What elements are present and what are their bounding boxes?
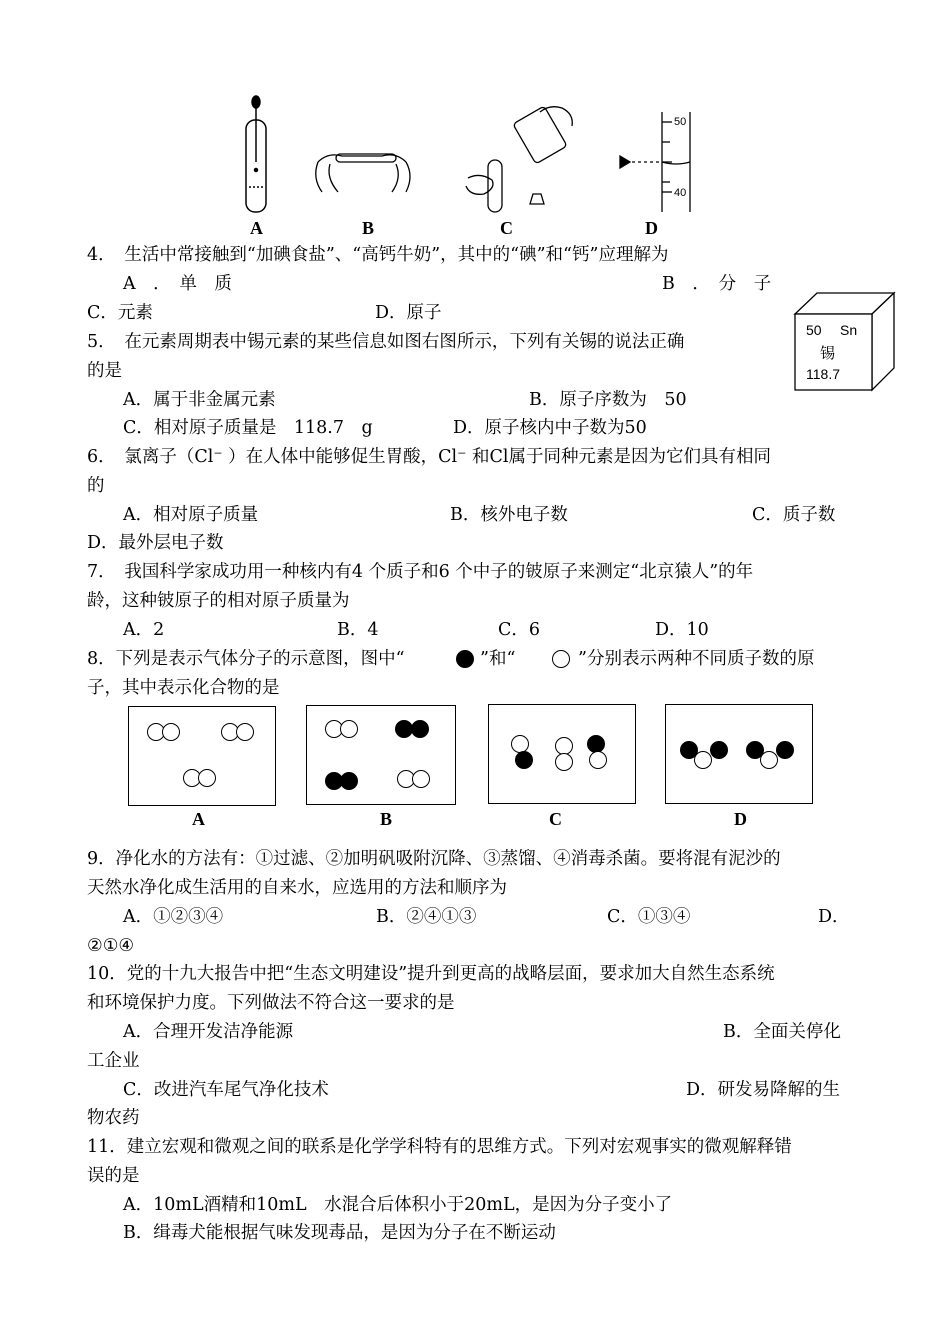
q8-stem-line1-part3: ”分别表示两种不同质子数的原 [578, 649, 815, 669]
tin-atomic-number: 50 [806, 322, 822, 338]
apparatus-label-c: C [500, 218, 513, 238]
q5-option-a: A．属于非金属元素 [123, 390, 276, 410]
q11-stem-line2: 误的是 [87, 1166, 140, 1186]
hands-shaking-test-tube-drawing [316, 154, 410, 192]
q6-stem-line2: 的 [87, 476, 105, 496]
q10-option-d-cont: 物农药 [87, 1108, 140, 1128]
q7-option-c: C．6 [498, 620, 541, 640]
q6-option-d: D．最外层电子数 [87, 533, 224, 553]
q7-option-a: A．2 [123, 620, 165, 640]
apparatus-label-d: D [645, 218, 658, 238]
molecule-label-d: D [734, 809, 747, 829]
q9-option-b: B．②④①③ [376, 907, 477, 927]
q11-option-a: A．10mL酒精和10mL 水混合后体积小于20mL，是因为分子变小了 [123, 1195, 673, 1215]
q6-option-a: A．相对原子质量 [123, 505, 259, 525]
q10-option-a: A．合理开发洁净能源 [123, 1022, 294, 1042]
q5-stem-line2: 的是 [87, 361, 122, 381]
molecule-box-d [665, 704, 813, 804]
q10-option-b: B．全面关停化 [723, 1022, 841, 1042]
q4-stem: 4． 生活中常接触到“加碘食盐”、“高钙牛奶”，其中的“碘”和“钙”应理解为 [87, 245, 669, 265]
q10-option-c: C．改进汽车尾气净化技术 [123, 1080, 329, 1100]
q11-option-b: B．缉毒犬能根据气味发现毒品，是因为分子在不断运动 [123, 1223, 556, 1243]
q9-stem-line1: 9．净化水的方法有：①过滤、②加明矾吸附沉降、③蒸馏、④消毒杀菌。要将混有泥沙的 [87, 849, 781, 869]
q7-stem-line2: 龄，这种铍原子的相对原子质量为 [87, 591, 350, 611]
black-atom-symbol [456, 650, 474, 668]
tin-atomic-mass: 118.7 [806, 366, 840, 382]
q4-option-c: C．元素 [87, 303, 153, 323]
q10-option-d: D．研发易降解的生 [686, 1080, 841, 1100]
q4-option-d: D．原子 [375, 303, 442, 323]
q10-stem-line1: 10．党的十九大报告中把“生态文明建设”提升到更高的战略层面，要求加大自然生态系统 [87, 964, 775, 984]
q9-option-c: C．①③④ [607, 907, 691, 927]
dropper-test-tube-drawing [246, 96, 266, 212]
q4-option-a: A ． 单 质 [123, 274, 232, 294]
q5-option-c: C．相对原子质量是 118.7 g [123, 418, 373, 438]
q6-option-b: B．核外电子数 [450, 505, 568, 525]
cylinder-tick-50: 50 [674, 116, 687, 128]
apparatus-figure [240, 92, 700, 232]
q7-option-b: B．4 [337, 620, 379, 640]
q7-option-d: D．10 [655, 620, 709, 640]
q9-option-d-text: ②①④ [87, 936, 135, 956]
apparatus-label-a: A [250, 218, 263, 238]
q9-option-d-label: D． [818, 907, 850, 927]
q4-option-b: B ． 分 子 [662, 274, 772, 294]
pouring-liquid-drawing [466, 106, 572, 212]
white-atom-symbol [552, 650, 570, 668]
q8-stem-line2: 子，其中表示化合物的是 [87, 678, 280, 698]
q10-stem-line2: 和环境保护力度。下列做法不符合这一要求的是 [87, 993, 455, 1013]
molecule-label-a: A [192, 809, 205, 829]
q6-option-c: C．质子数 [752, 505, 836, 525]
q8-stem-line1-part2: ”和“ [480, 649, 516, 669]
molecule-box-c [488, 704, 636, 804]
q11-stem-line1: 11．建立宏观和微观之间的联系是化学学科特有的思维方式。下列对宏观事实的微观解释错 [87, 1137, 792, 1157]
tin-name: 锡 [820, 344, 836, 362]
q7-stem-line1: 7． 我国科学家成功用一种核内有4 个质子和6 个中子的铍原子来测定“北京猿人”的年 [87, 562, 754, 582]
q5-stem-line1: 5． 在元素周期表中锡元素的某些信息如图右图所示，下列有关锡的说法正确 [87, 332, 685, 352]
q10-option-b-cont: 工企业 [87, 1051, 140, 1071]
q9-option-a: A．①②③④ [123, 907, 224, 927]
molecule-box-a [128, 706, 276, 806]
q5-option-b: B．原子序数为 50 [529, 390, 687, 410]
apparatus-label-b: B [362, 218, 375, 238]
q8-stem-line1-part1: 8．下列是表示气体分子的示意图，图中“ [87, 649, 405, 669]
cylinder-tick-40: 40 [674, 187, 687, 199]
molecule-box-b [306, 705, 456, 805]
molecule-label-c: C [549, 809, 562, 829]
q9-stem-line2: 天然水净化成生活用的自来水，应选用的方法和顺序为 [87, 878, 507, 898]
tin-symbol: Sn [840, 322, 858, 338]
molecule-label-b: B [380, 809, 393, 829]
q6-stem-line1: 6． 氯离子（Cl⁻ ）在人体中能够促生胃酸，Cl⁻ 和Cl属于同种元素是因为它们具有相同 [87, 447, 771, 467]
q5-option-d: D．原子核内中子数为50 [453, 418, 647, 438]
